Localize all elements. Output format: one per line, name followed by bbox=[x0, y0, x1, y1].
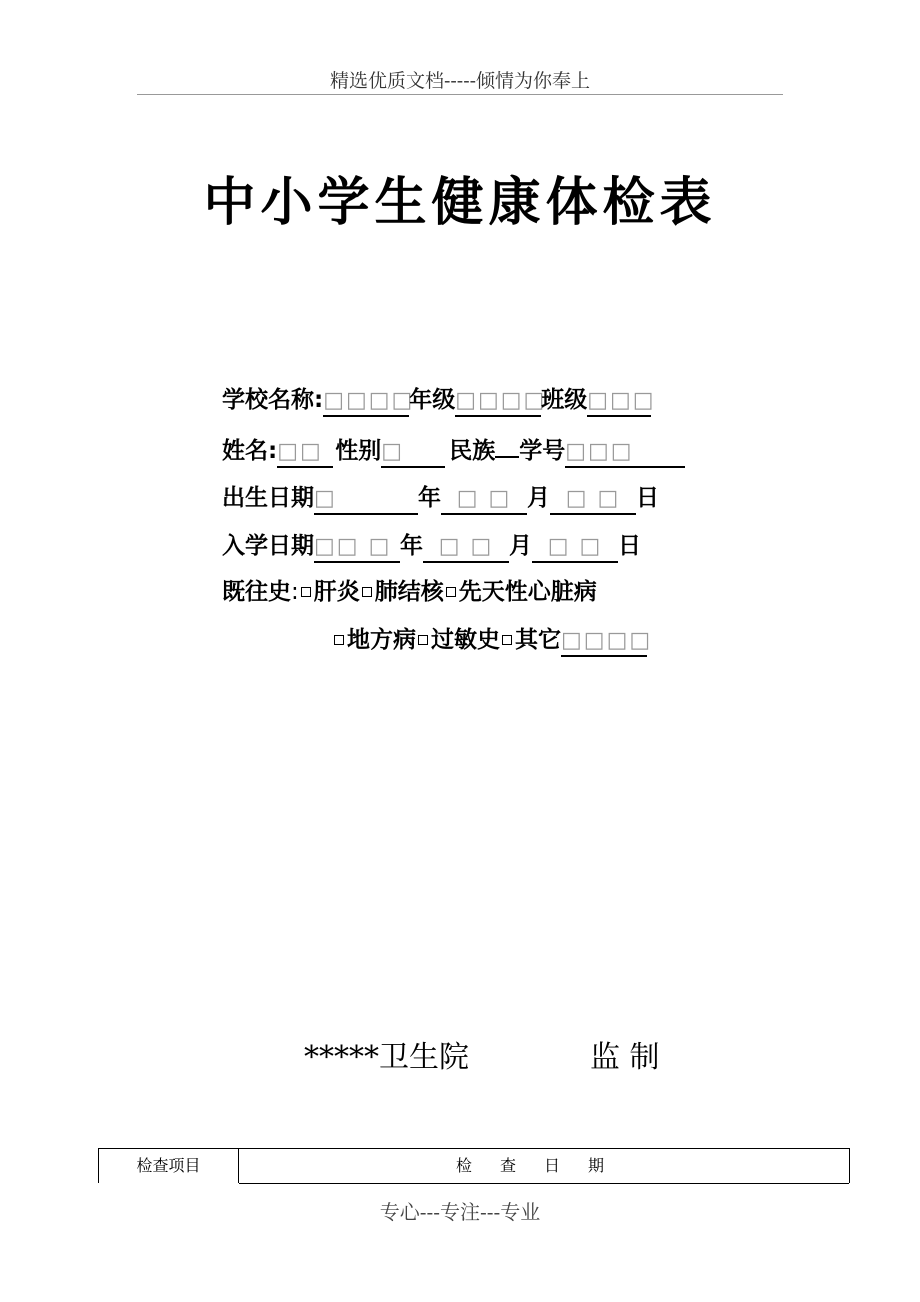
birth-day-field[interactable]: □ □ bbox=[550, 485, 636, 515]
exam-item-header: 检查项目 bbox=[99, 1149, 239, 1183]
birth-day-label: 日 bbox=[636, 485, 659, 511]
table-bottom-border bbox=[239, 1183, 849, 1184]
birth-date-row bbox=[222, 478, 659, 518]
name-label: 姓名: bbox=[222, 438, 278, 464]
header-divider bbox=[137, 94, 783, 95]
birth-year-label: 年 bbox=[418, 485, 441, 511]
grade-label: 年级 bbox=[409, 387, 456, 413]
history-row-1 bbox=[222, 572, 597, 612]
gender-label: 性别 bbox=[335, 438, 382, 464]
name-row bbox=[222, 428, 685, 468]
allergy-checkbox[interactable] bbox=[418, 635, 428, 645]
enroll-day-field[interactable]: □ □ bbox=[532, 533, 618, 563]
history-row-2 bbox=[332, 620, 653, 660]
supervision-label: 监 制 bbox=[590, 1040, 660, 1075]
enroll-month-field[interactable]: □ □ bbox=[423, 533, 509, 563]
birth-date-label: 出生日期 bbox=[222, 485, 314, 511]
student-no-field[interactable]: □□□ bbox=[565, 438, 685, 468]
birth-month-field[interactable]: □ □ bbox=[441, 485, 527, 515]
document-title: 中小学生健康体检表 bbox=[203, 173, 717, 233]
hepatitis-label: 肝炎 bbox=[313, 579, 360, 605]
name-field[interactable]: □□ bbox=[277, 438, 333, 468]
heart-disease-label: 先天性心脏病 bbox=[458, 579, 597, 605]
birth-year-field[interactable]: □ bbox=[314, 485, 418, 515]
endemic-disease-label: 地方病 bbox=[347, 627, 416, 653]
tuberculosis-checkbox[interactable] bbox=[362, 587, 372, 597]
page-header: 精选优质文档-----倾情为你奉上 bbox=[329, 70, 591, 92]
heart-disease-checkbox[interactable] bbox=[446, 587, 456, 597]
school-row bbox=[222, 380, 656, 420]
enroll-year-label: 年 bbox=[400, 533, 423, 559]
tuberculosis-label: 肺结核 bbox=[374, 579, 444, 605]
history-label: 既往史 bbox=[222, 579, 291, 605]
enroll-day-label: 日 bbox=[618, 533, 641, 559]
hepatitis-checkbox[interactable] bbox=[301, 587, 311, 597]
other-field[interactable]: □□□□ bbox=[561, 627, 647, 657]
exam-date-header: 检查日期 bbox=[455, 1156, 632, 1175]
page-footer: 专心---专注---专业 bbox=[379, 1200, 541, 1224]
class-label: 班级 bbox=[541, 387, 588, 413]
endemic-disease-checkbox[interactable] bbox=[334, 635, 344, 645]
birth-month-label: 月 bbox=[527, 485, 550, 511]
ethnicity-label: 民族 bbox=[449, 438, 496, 464]
class-field[interactable]: □□□ bbox=[587, 387, 651, 417]
issuing-organization: *****卫生院 bbox=[304, 1040, 469, 1075]
other-label: 其它 bbox=[515, 627, 561, 653]
ethnicity-field[interactable] bbox=[495, 428, 519, 458]
grade-field[interactable]: □□□□ bbox=[455, 387, 541, 417]
school-field[interactable]: □□□□ bbox=[323, 387, 409, 417]
school-label: 学校名称: bbox=[222, 387, 324, 413]
enroll-date-label: 入学日期 bbox=[222, 533, 314, 559]
exam-table-header bbox=[98, 1148, 850, 1183]
allergy-label: 过敏史 bbox=[431, 627, 500, 653]
enroll-date-row bbox=[222, 526, 641, 566]
history-colon: : bbox=[291, 579, 299, 605]
enroll-month-label: 月 bbox=[509, 533, 532, 559]
other-checkbox[interactable] bbox=[502, 635, 512, 645]
student-no-label: 学号 bbox=[519, 438, 566, 464]
gender-field[interactable]: □ bbox=[381, 438, 445, 468]
enroll-year-field[interactable]: □□ □ bbox=[314, 533, 400, 563]
